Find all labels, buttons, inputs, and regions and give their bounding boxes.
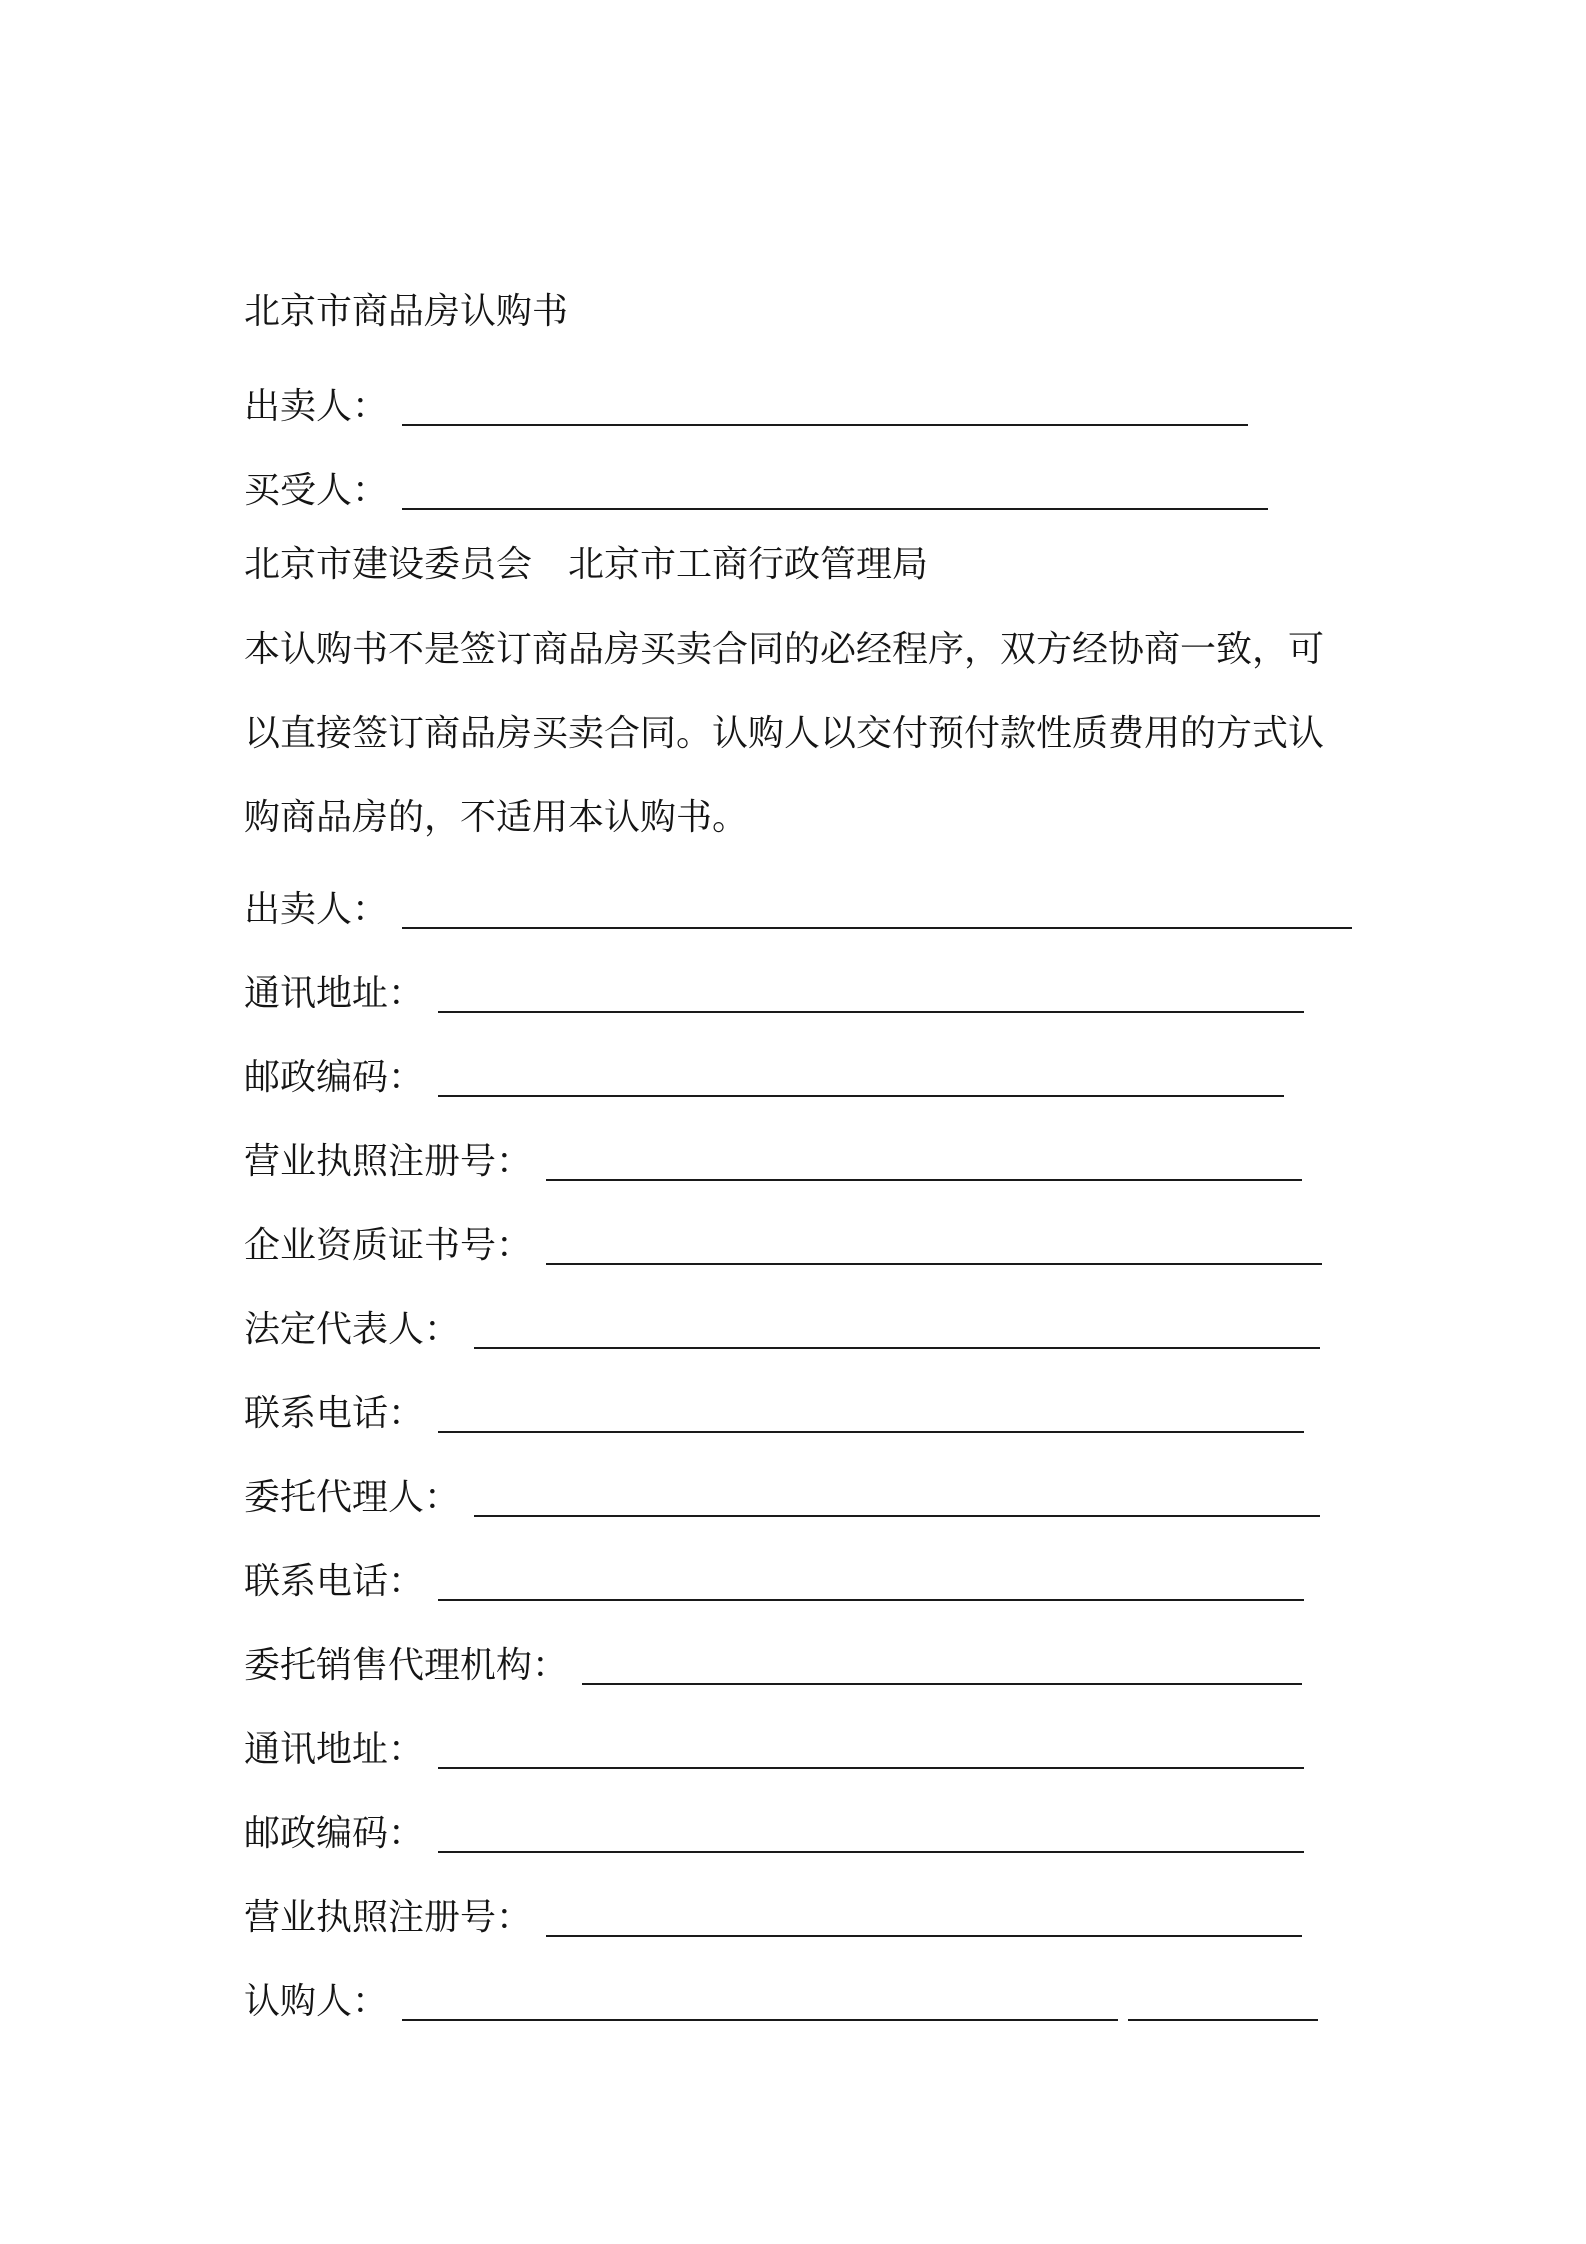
field-label: 委托代理人： xyxy=(244,1476,461,1518)
issuer-industry-commerce-bureau: 北京市工商行政管理局 xyxy=(568,544,929,585)
blank-line[interactable] xyxy=(546,1227,1322,1265)
phone-field xyxy=(244,1385,1304,1435)
purchaser-field xyxy=(244,1973,1318,2023)
postal-code-field xyxy=(244,1049,1284,1099)
field-label: 通讯地址： xyxy=(244,972,425,1014)
blank-line[interactable] xyxy=(438,1563,1304,1601)
blank-line[interactable] xyxy=(582,1647,1302,1685)
blank-line[interactable] xyxy=(474,1479,1320,1517)
business-license-field xyxy=(244,1133,1302,1183)
qualification-cert-field xyxy=(244,1217,1322,1267)
field-label: 联系电话： xyxy=(244,1560,425,1602)
agent-phone-field xyxy=(244,1553,1304,1603)
field-label: 营业执照注册号： xyxy=(244,1140,533,1182)
blank-line[interactable] xyxy=(402,472,1268,510)
blank-line[interactable] xyxy=(402,1983,1118,2021)
blank-line[interactable] xyxy=(438,975,1304,1013)
blank-line[interactable] xyxy=(438,1815,1304,1853)
blank-line[interactable] xyxy=(438,1731,1304,1769)
blank-line-secondary[interactable] xyxy=(1128,1983,1318,2021)
notice-paragraph xyxy=(244,608,1364,860)
header-seller-field xyxy=(244,378,1248,428)
notice-line: 本认购书不是签订商品房买卖合同的必经程序，双方经协商一致，可 xyxy=(244,629,1325,670)
issuer-construction-committee: 北京市建设委员会 xyxy=(244,544,533,585)
agency-address-field xyxy=(244,1721,1304,1771)
field-label: 邮政编码： xyxy=(244,1812,425,1854)
legal-representative-field xyxy=(244,1301,1320,1351)
blank-line[interactable] xyxy=(402,891,1352,929)
address-field xyxy=(244,965,1304,1015)
header-buyer-field xyxy=(244,462,1268,512)
blank-line[interactable] xyxy=(546,1143,1302,1181)
sales-agency-field xyxy=(244,1637,1302,1687)
agency-business-license-field xyxy=(244,1889,1302,1939)
field-label: 出卖人： xyxy=(244,385,389,427)
field-label: 认购人： xyxy=(244,1980,389,2022)
agent-field xyxy=(244,1469,1320,1519)
field-label: 委托销售代理机构： xyxy=(244,1644,569,1686)
field-label: 法定代表人： xyxy=(244,1308,461,1350)
document-title: 北京市商品房认购书 xyxy=(244,291,569,332)
blank-line[interactable] xyxy=(438,1059,1284,1097)
blank-line[interactable] xyxy=(546,1899,1302,1937)
notice-line: 购商品房的，不适用本认购书。 xyxy=(244,797,749,838)
blank-line[interactable] xyxy=(402,388,1248,426)
field-label: 出卖人： xyxy=(244,888,389,930)
field-label: 邮政编码： xyxy=(244,1056,425,1098)
notice-line: 以直接签订商品房买卖合同。认购人以交付预付款性质费用的方式认 xyxy=(244,713,1325,754)
field-label: 通讯地址： xyxy=(244,1728,425,1770)
blank-line[interactable] xyxy=(474,1311,1320,1349)
seller-field xyxy=(244,881,1352,931)
field-label: 买受人： xyxy=(244,469,389,511)
field-label: 联系电话： xyxy=(244,1392,425,1434)
field-label: 营业执照注册号： xyxy=(244,1896,533,1938)
issuers-line xyxy=(244,543,928,587)
agency-postal-code-field xyxy=(244,1805,1304,1855)
blank-line[interactable] xyxy=(438,1395,1304,1433)
field-label: 企业资质证书号： xyxy=(244,1224,533,1266)
